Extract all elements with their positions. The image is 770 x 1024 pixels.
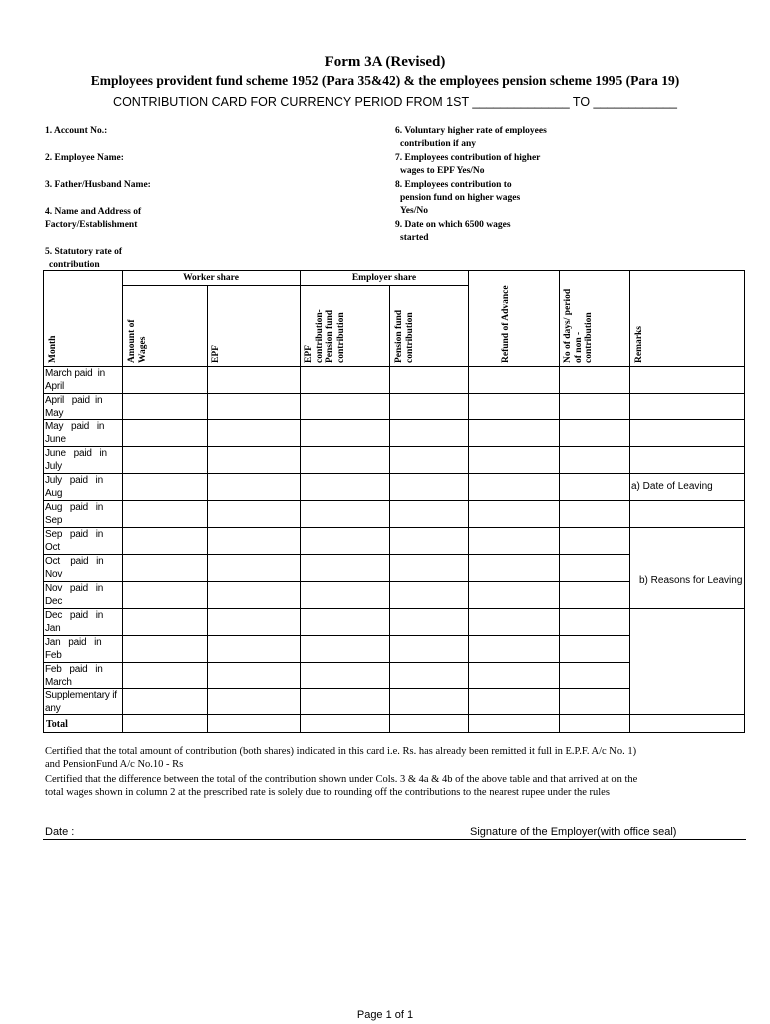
- employer-signature-label: Signature of the Employer(with office seal): [470, 826, 677, 838]
- row-line: [43, 662, 630, 663]
- col-line-7: [629, 270, 630, 733]
- month-row-label: Nov paid in Dec: [45, 583, 104, 607]
- row-line: [43, 608, 630, 609]
- table-border-bottom: [43, 732, 745, 733]
- statutory-rate-label-line1: 5. Statutory rate of: [45, 247, 123, 257]
- row-line: [43, 527, 630, 528]
- table-border-top: [43, 270, 745, 271]
- row-line: [43, 714, 630, 715]
- period-line: CONTRIBUTION CARD FOR CURRENCY PERIOD FROM 1ST ______________ TO ____________: [113, 95, 677, 109]
- row-line: [43, 581, 630, 582]
- date-6500-label-line1: 9. Date on which 6500 wages: [395, 220, 511, 230]
- header-divider: [43, 366, 745, 367]
- remarks-header: Remarks: [634, 326, 644, 363]
- epf-minus-pension-header: EPF contribution- Pension fund contribution: [304, 309, 346, 363]
- remark-date-of-leaving: a) Date of Leaving: [631, 481, 713, 492]
- certification-line-2: and PensionFund A/c No.10 - Rs: [45, 759, 184, 770]
- remarks-row-line: [629, 714, 745, 715]
- row-line: [43, 473, 630, 474]
- non-contribution-header: No of days/ period of non - contribution: [563, 288, 594, 363]
- month-row-label: Jan paid in Feb: [45, 637, 102, 661]
- row-line: [43, 688, 630, 689]
- amount-of-wages-header: Amount of Wages: [127, 319, 148, 363]
- signature-rule: [43, 839, 746, 840]
- month-row-label: May paid in June: [45, 421, 105, 445]
- form-title: Form 3A (Revised): [324, 54, 446, 70]
- month-row-label: Feb paid in March: [45, 664, 103, 688]
- page-number: Page 1 of 1: [356, 1009, 414, 1021]
- father-husband-label: 3. Father/Husband Name:: [45, 180, 151, 190]
- statutory-rate-label-line2: contribution: [49, 260, 100, 270]
- col-line-6: [559, 270, 560, 733]
- month-row-label: July paid in Aug: [45, 475, 103, 499]
- contribution-table: [43, 270, 745, 733]
- month-row-label: Oct paid in Nov: [45, 556, 104, 580]
- address-label-line1: 4. Name and Address of: [45, 207, 142, 217]
- voluntary-rate-label-line1: 6. Voluntary higher rate of employees: [395, 126, 547, 136]
- row-line: [43, 635, 630, 636]
- month-row-label: Dec paid in Jan: [45, 610, 104, 634]
- form-subtitle: Employees provident fund scheme 1952 (Para 35&42) & the employees pension scheme 1995 (Para 19): [90, 73, 680, 88]
- certification-line-3: Certified that the difference between the total of the contribution shown under Cols. 3 & 4a & 4b of the above table and that arrived at on the: [45, 774, 638, 785]
- pension-contrib-label-line2: pension fund on higher wages: [400, 193, 521, 203]
- worker-share-header: Worker share: [183, 273, 239, 283]
- pension-contrib-label-line1: 8. Employees contribution to: [395, 180, 512, 190]
- address-label-line2: Factory/Establishment: [45, 220, 138, 230]
- remark-reasons-for-leaving: b) Reasons for Leaving: [639, 575, 743, 586]
- share-group-divider: [122, 285, 468, 286]
- remarks-row-line: [629, 446, 745, 447]
- col-line-2: [207, 285, 208, 733]
- table-border-right: [744, 270, 745, 733]
- remarks-row-line: [629, 473, 745, 474]
- row-line: [43, 500, 630, 501]
- voluntary-rate-label-line2: contribution if any: [400, 139, 477, 149]
- row-line: [43, 554, 630, 555]
- total-label: Total: [46, 719, 68, 730]
- month-row-label: Sep paid in Oct: [45, 529, 104, 553]
- col-line-5: [468, 270, 469, 733]
- employee-contrib-label-line2: wages to EPF Yes/No: [400, 166, 485, 176]
- employer-share-header: Employer share: [351, 273, 417, 283]
- month-row-label: March paid in April: [45, 368, 106, 392]
- table-border-left: [43, 270, 44, 733]
- col-line-3: [300, 270, 301, 733]
- remarks-row-line: [629, 393, 745, 394]
- remarks-row-line: [629, 608, 745, 609]
- date-label: Date :: [45, 826, 75, 838]
- pension-contrib-label-line3: Yes/No: [400, 206, 428, 216]
- employee-name-label: 2. Employee Name:: [45, 153, 124, 163]
- refund-of-advance-header: Refund of Advance: [501, 285, 511, 363]
- row-line: [43, 393, 630, 394]
- date-6500-label-line2: started: [400, 233, 429, 243]
- row-line: [43, 446, 630, 447]
- account-no-label: 1. Account No.:: [45, 126, 108, 136]
- employee-contrib-label-line1: 7. Employees contribution of higher: [395, 153, 541, 163]
- month-row-label: Aug paid in Sep: [45, 502, 104, 526]
- certification-line-1: Certified that the total amount of contribution (both shares) indicated in this card i.e. Rs. has already been remitted it full in E.P.F. A/c No. 1): [45, 746, 637, 757]
- month-row-label: April paid in May: [45, 395, 103, 419]
- pension-fund-header: Pension fund contribution: [394, 309, 415, 363]
- remarks-row-line: [629, 527, 745, 528]
- month-header: Month: [48, 335, 58, 363]
- month-row-label: June paid in July: [45, 448, 107, 472]
- remarks-row-line: [629, 419, 745, 420]
- remarks-row-line: [629, 500, 745, 501]
- epf-header: EPF: [211, 345, 221, 363]
- col-line-4: [389, 285, 390, 733]
- month-row-label: Supplementary if any: [45, 690, 117, 714]
- certification-line-4: total wages shown in column 2 at the prescribed rate is solely due to rounding off the contributions to the nearest rupee under the rules: [45, 787, 610, 798]
- row-line: [43, 419, 630, 420]
